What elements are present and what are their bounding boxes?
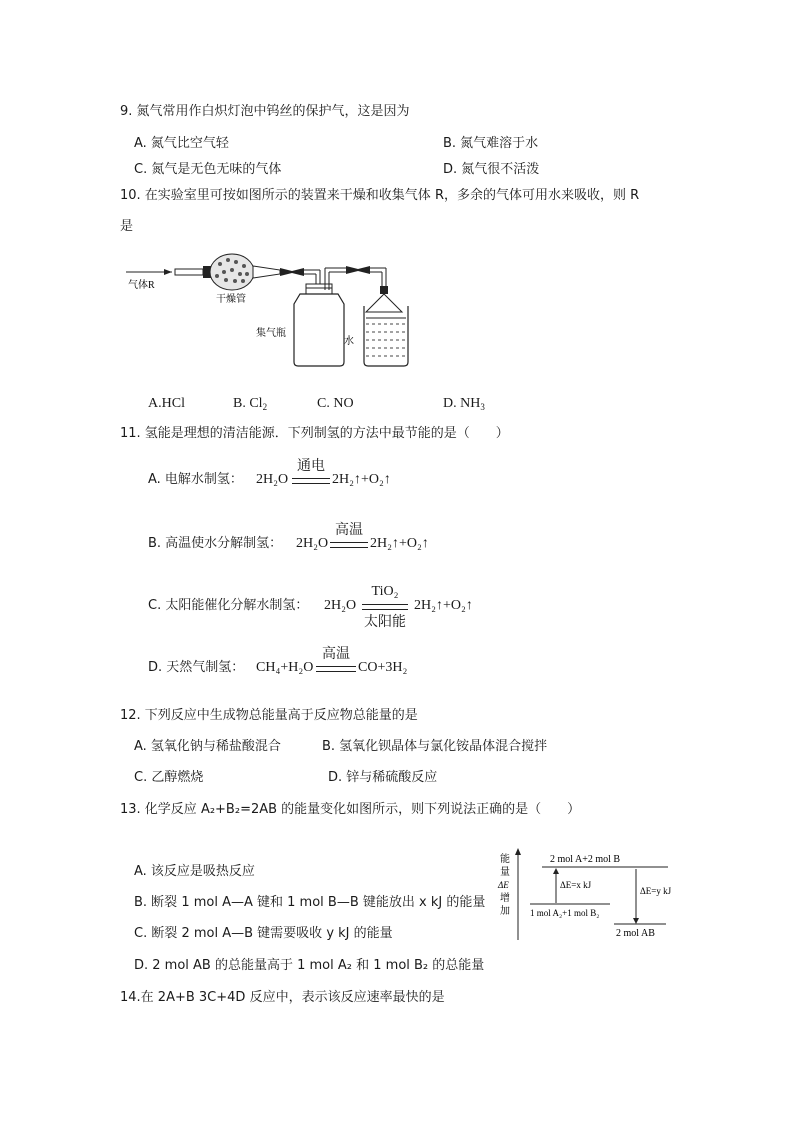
q11-d-condition: 高温 [322, 647, 350, 662]
water-label: 水 [344, 336, 354, 347]
q11-c-reactant: 2H₂O [324, 598, 357, 613]
apparatus-figure [120, 250, 440, 375]
axis-char-4: 增 [500, 893, 510, 904]
axis-char-1: 能 [500, 854, 510, 865]
q9-stem: 9. 氮气常用作白炽灯泡中钨丝的保护气，这是因为 [120, 104, 410, 119]
bottom-level-label: 2 mol AB [616, 928, 655, 939]
q10-stem-line2: 是 [120, 219, 134, 234]
q12-option-c: C. 乙醇燃烧 [134, 770, 204, 785]
q11-c-energy-source: 太阳能 [364, 615, 406, 630]
q10-stem-line1: 10. 在实验室里可按如图所示的装置来干燥和收集气体 R，多余的气体可用水来吸收，则 R [120, 188, 640, 203]
delta-x-label: ΔE=x kJ [560, 880, 592, 890]
q10-option-b: B. $Cl_2$ [233, 396, 268, 412]
q10-option-a: A.HCl [148, 396, 185, 411]
q13-option-c: C. 断裂 2 mol A—B 键需要吸收 y kJ 的能量 [134, 926, 393, 941]
drying-tube-label: 干燥管 [216, 294, 246, 305]
q10-option-d: D. $NH_3$ [443, 396, 485, 412]
q11-b-product: 2H₂↑+O₂↑ [370, 536, 429, 551]
q9-option-c: C. 氮气是无色无味的气体 [134, 162, 282, 177]
q9-option-a: A. 氮气比空气轻 [134, 136, 229, 151]
axis-char-3: ΔE [498, 880, 509, 890]
q13-stem: 13. 化学反应 A₂+B₂=2AB 的能量变化如图所示，则下列说法正确的是（ ） [120, 802, 581, 817]
q11-c-catalyst: TiO₂ [371, 584, 399, 599]
q11-stem: 11. 氢能是理想的清洁能源．下列制氢的方法中最节能的是（ ） [120, 426, 509, 441]
q12-option-d: D. 锌与稀硫酸反应 [328, 770, 438, 785]
q11-option-b-label: B. 高温使水分解制氢： [148, 536, 283, 551]
top-level-label: 2 mol A+2 mol B [550, 854, 621, 865]
q11-b-reactant: 2H₂O [296, 536, 329, 551]
q10-option-c: C. NO [317, 396, 354, 411]
q12-option-a: A. 氢氧化钠与稀盐酸混合 [134, 739, 281, 754]
q11-d-product: CO+3H₂ [358, 660, 408, 675]
gas-r-label: 气体R [128, 280, 155, 291]
q11-option-d-label: D. 天然气制氢： [148, 660, 245, 675]
q11-d-reactant: CH₄+H₂O [256, 660, 314, 675]
q11-a-reactant: 2H₂O [256, 472, 289, 487]
q11-a-product: 2H₂↑+O₂↑ [332, 472, 391, 487]
q11-c-equals [362, 604, 408, 610]
q11-c-product: 2H₂↑+O₂↑ [414, 598, 473, 613]
q13-option-d: D. 2 mol AB 的总能量高于 1 mol A₂ 和 1 mol B₂ 的总能量 [134, 958, 485, 973]
gas-bottle-label: 集气瓶 [256, 328, 286, 339]
q12-option-b: B. 氢氧化钡晶体与氯化铵晶体混合搅拌 [322, 739, 548, 754]
energy-diagram [496, 848, 696, 944]
q11-option-a-label: A. 电解水制氢： [148, 472, 243, 487]
mid-level-label: 1 mol A₂+1 mol B₂ [530, 908, 600, 918]
q13-option-a: A. 该反应是吸热反应 [134, 864, 255, 879]
q11-option-c-label: C. 太阳能催化分解水制氢： [148, 598, 309, 613]
q13-option-b: B. 断裂 1 mol A—A 键和 1 mol B—B 键能放出 x kJ 的能量 [134, 895, 486, 910]
q11-a-equals [292, 478, 330, 484]
delta-y-label: ΔE=y kJ [640, 886, 672, 896]
q11-b-equals [330, 542, 368, 548]
q12-stem: 12. 下列反应中生成物总能量高于反应物总能量的是 [120, 708, 418, 723]
q11-d-equals [316, 666, 356, 672]
q9-option-b: B. 氮气难溶于水 [443, 136, 539, 151]
axis-char-2: 量 [500, 867, 510, 878]
axis-char-5: 加 [500, 906, 510, 917]
q11-a-condition: 通电 [297, 459, 325, 474]
q11-b-condition: 高温 [335, 523, 363, 538]
q14-stem: 14.在 2A+B 3C+4D 反应中，表示该反应速率最快的是 [120, 990, 445, 1005]
q9-option-d: D. 氮气很不活泼 [443, 162, 540, 177]
